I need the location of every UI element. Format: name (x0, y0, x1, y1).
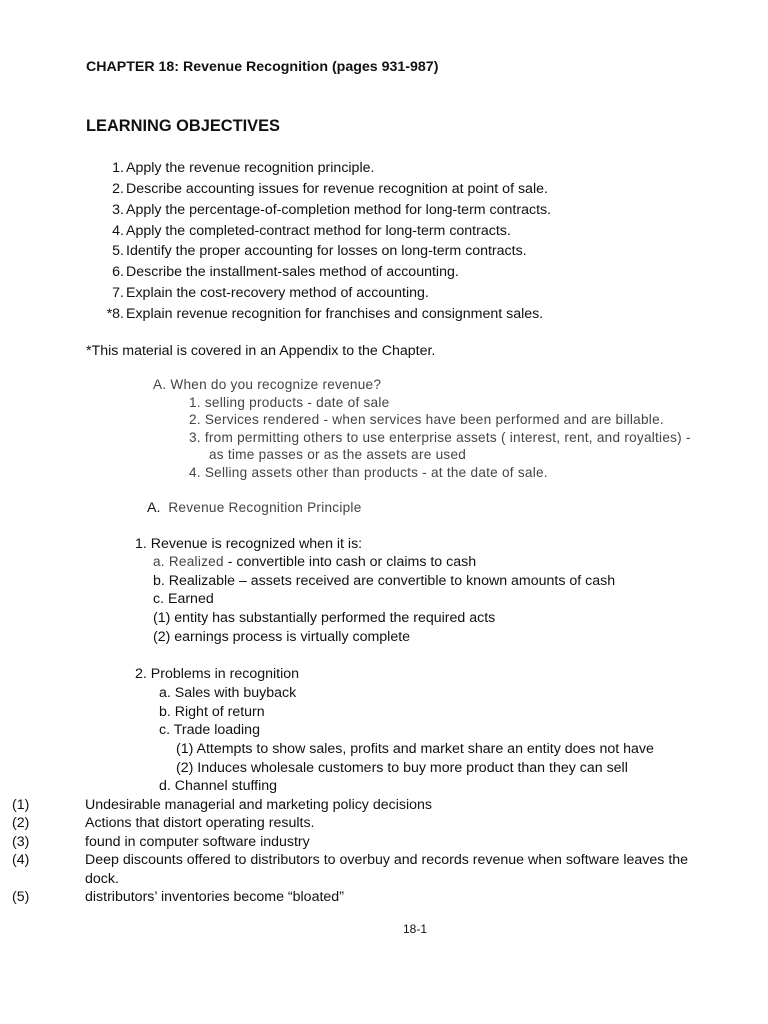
list-item: 5. Identify the proper accounting for losses on long-term contracts. (112, 243, 527, 259)
section-letter: A. (147, 500, 161, 516)
list-item: 2. Describe accounting issues for revenue recognition at point of sale. (112, 181, 548, 197)
section-title: LEARNING OBJECTIVES (86, 117, 280, 135)
note-text: Deep discounts offered to distributors to overbuy and records revenue when software leaves the (85, 852, 689, 868)
point1-realizable: b. Realizable – assets received are convertible to known amounts of cash (153, 573, 616, 589)
point2-d: d. Channel stuffing (159, 778, 278, 794)
section-a2-heading (147, 499, 362, 517)
list-item: 7. Explain the cost-recovery method of accounting. (112, 285, 429, 301)
note-text: Undesirable managerial and marketing policy decisions (85, 797, 432, 813)
note-number: (5) (12, 889, 30, 905)
note-number: (3) (12, 834, 30, 850)
list-item: 4. Apply the completed-contract method for long-term contracts. (112, 223, 511, 239)
point1-realized: a. Realized - convertible into cash or claims to cash (153, 554, 477, 570)
note-text: distributors’ inventories become “bloated” (85, 889, 344, 905)
appendix-note: *This material is covered in an Appendix to the Chapter. (86, 343, 436, 359)
point2-heading: 2. Problems in recognition (135, 666, 300, 682)
page-number: 18-1 (403, 922, 428, 936)
list-item: 1. Apply the revenue recognition principle. (112, 160, 375, 176)
point2-c: c. Trade loading (159, 722, 260, 738)
list-item: 4. Selling assets other than products - at the date of sale. (189, 465, 548, 480)
list-item-continuation: as time passes or as the assets are used (209, 447, 467, 462)
list-item: 3. from permitting others to use enterprise assets ( interest, rent, and royalties) - (189, 430, 691, 445)
point2-c2: (2) Induces wholesale customers to buy more product than they can sell (176, 760, 628, 776)
list-item: 3. Apply the percentage-of-completion method for long-term contracts. (112, 202, 552, 218)
chapter-title: CHAPTER 18: Revenue Recognition (pages 931-987) (86, 59, 439, 75)
list-item: 6. Describe the installment-sales method of accounting. (112, 264, 459, 280)
point2-a: a. Sales with buyback (159, 685, 297, 701)
note-number: (1) (12, 797, 30, 813)
section-a-heading: A. When do you recognize revenue? (153, 377, 382, 392)
list-item: 2. Services rendered - when services have been performed and are billable. (189, 412, 664, 427)
note-number: (2) (12, 815, 30, 831)
point1-earned-1: (1) entity has substantially performed the required acts (153, 610, 496, 626)
section-a2-title: Revenue Recognition Principle (168, 500, 362, 515)
note-text: found in computer software industry (85, 834, 310, 850)
note-text-continuation: dock. (85, 871, 119, 887)
point2-c1: (1) Attempts to show sales, profits and market share an entity does not have (176, 741, 654, 757)
point1-earned: c. Earned (153, 591, 214, 607)
list-item: 1. selling products - date of sale (189, 395, 390, 410)
note-number: (4) (12, 852, 30, 868)
note-text: Actions that distort operating results. (85, 815, 315, 831)
point1-earned-2: (2) earnings process is virtually complete (153, 629, 411, 645)
point2-b: b. Right of return (159, 704, 265, 720)
point1-heading: 1. Revenue is recognized when it is: (135, 536, 363, 552)
list-item: *8. Explain revenue recognition for franchises and consignment sales. (106, 306, 544, 322)
